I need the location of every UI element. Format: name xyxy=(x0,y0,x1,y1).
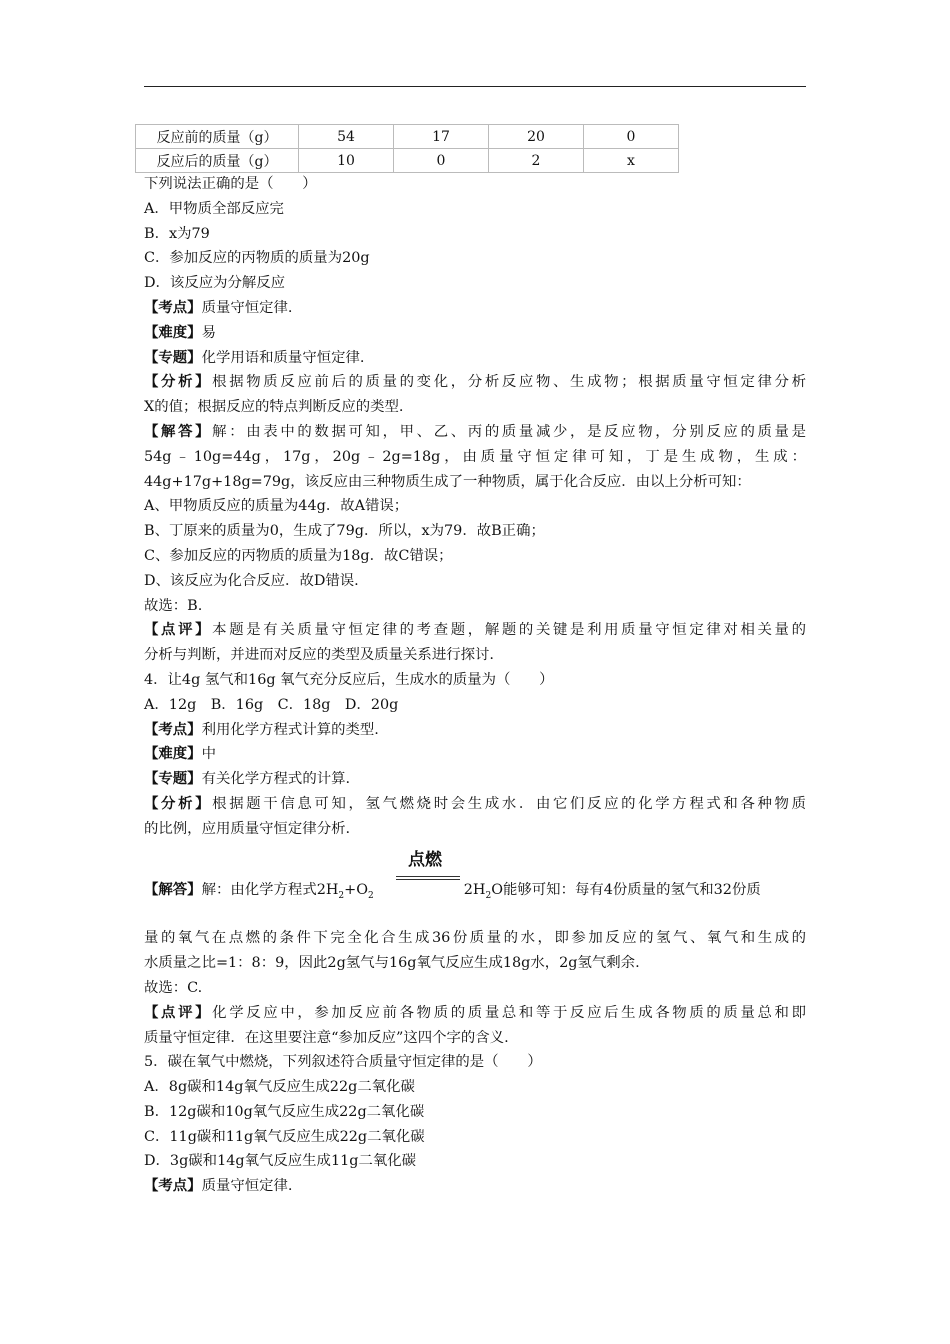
q4-zhuanti xyxy=(144,767,806,792)
equals-bar-top xyxy=(396,876,460,877)
q3-option-d: D．该反应为分解反应 xyxy=(144,275,286,292)
subscript: 2 xyxy=(485,890,492,901)
q4-kaodian xyxy=(144,718,806,743)
q4-jieda-line3: 水质量之比=1：8：9，因此2g氢气与16g氧气反应生成18g水，2g氢气剩余. xyxy=(144,955,640,972)
q3-stem: 下列说法正确的是（ ） xyxy=(144,176,317,192)
table-cell: 54 xyxy=(299,125,394,149)
q3-jieda-line4: A、甲物质反应的质量为44g．故A错误； xyxy=(144,498,409,515)
q4-options: A．12g B．16g C．18g D．20g xyxy=(144,696,399,713)
q3-jieda-line2: 54g﹣10g=44g，17g，20g﹣2g=18g，由质量守恒定律可知，丁是生成物，生成： xyxy=(144,448,806,465)
fenxi-text: 根据题干信息可知，氢气燃烧时会生成水．由它们反应的化学方程式和各种物质 xyxy=(212,795,806,812)
q3-dianping-line2: 分析与判断，并进而对反应的类型及质量关系进行探讨. xyxy=(144,647,494,664)
q3-fenxi-line2: X的值；根据反应的特点判断反应的类型. xyxy=(144,399,404,416)
subscript: 2 xyxy=(368,890,374,901)
q3-zhuanti xyxy=(144,346,806,371)
kaodian-tag: 【考点】 xyxy=(144,1177,202,1195)
q4-dianping-line1 xyxy=(144,1001,806,1026)
row-label: 反应后的质量（g） xyxy=(136,149,299,173)
q4-dianping-line2: 质量守恒定律．在这里要注意“参加反应”这四个字的含义. xyxy=(144,1029,509,1046)
equation-part: 2H xyxy=(463,881,486,898)
q4-choice: 故选：C. xyxy=(144,979,203,996)
q3-kaodian xyxy=(144,296,806,321)
q5-option-c: C．11g碳和11g氧气反应生成22g二氧化碳 xyxy=(144,1128,425,1145)
dianping-text: 化学反应中，参加反应前各物质的质量总和等于反应后生成各物质的质量总和即 xyxy=(212,1004,806,1021)
jieda-tag: 【解答】 xyxy=(144,880,202,898)
kaodian-text: 质量守恒定律. xyxy=(201,1178,293,1195)
q5-option-a: A．8g碳和14g氧气反应生成22g二氧化碳 xyxy=(144,1079,415,1096)
nandu-tag: 【难度】 xyxy=(144,745,202,763)
table-cell: 2 xyxy=(489,149,584,173)
q3-option-c: C．参加反应的丙物质的质量为20g xyxy=(144,250,370,267)
q3-jieda-line3: 44g+17g+18g=79g，该反应由三种物质生成了一种物质，属于化合反应．由以上分析可知： xyxy=(144,473,751,490)
q5-kaodian xyxy=(144,1174,806,1199)
jieda-text: 解：由表中的数据可知，甲、乙、丙的质量减少，是反应物，分别反应的质量是 xyxy=(212,423,806,440)
q3-nandu xyxy=(144,321,806,346)
row-label: 反应前的质量（g） xyxy=(136,125,299,149)
equation-part: +O xyxy=(344,881,369,898)
q3-fenxi-line1 xyxy=(144,370,806,395)
zhuanti-tag: 【专题】 xyxy=(144,770,202,788)
table-row xyxy=(136,149,679,173)
q4-jieda-line2: 量的氧气在点燃的条件下完全化合生成36份质量的水，即参加反应的氢气、氧气和生成的 xyxy=(144,930,806,947)
dianping-text: 本题是有关质量守恒定律的考查题，解题的关键是利用质量守恒定律对相关量的 xyxy=(212,622,806,639)
table-cell: 0 xyxy=(584,125,679,149)
zhuanti-tag: 【专题】 xyxy=(144,348,202,366)
q4-stem: 4．让4g 氢气和16g 氧气充分反应后，生成水的质量为（ ） xyxy=(144,671,554,688)
q4-fenxi-line1 xyxy=(144,792,806,817)
reaction-condition: 点燃 xyxy=(408,849,442,870)
table-cell: x xyxy=(584,149,679,173)
q4-fenxi-line2: 的比例，应用质量守恒定律分析. xyxy=(144,820,351,837)
kaodian-tag: 【考点】 xyxy=(144,298,202,316)
equation-part: 解：由化学方程式2H xyxy=(201,881,339,898)
zhuanti-text: 有关化学方程式的计算. xyxy=(201,771,351,788)
document-body xyxy=(144,172,806,1199)
q5-option-b: B．12g碳和10g氧气反应生成22g二氧化碳 xyxy=(144,1103,425,1120)
fenxi-text: 根据物质反应前后的质量的变化，分析反应物、生成物；根据质量守恒定律分析 xyxy=(212,374,806,391)
header-rule xyxy=(144,86,806,87)
fenxi-tag: 【分析】 xyxy=(144,794,213,812)
table-cell: 0 xyxy=(394,149,489,173)
q3-jieda-line6: C、参加反应的丙物质的质量为18g．故C错误； xyxy=(144,547,453,564)
zhuanti-text: 化学用语和质量守恒定律. xyxy=(201,349,365,366)
table-cell: 20 xyxy=(489,125,584,149)
table-row xyxy=(136,125,679,149)
q3-jieda-line7: D、该反应为化合反应．故D错误. xyxy=(144,572,359,589)
kaodian-tag: 【考点】 xyxy=(144,720,202,738)
jieda-tag: 【解答】 xyxy=(144,422,213,440)
nandu-text: 易 xyxy=(201,324,216,341)
mass-table xyxy=(135,124,679,173)
kaodian-text: 质量守恒定律. xyxy=(201,299,293,316)
equation-part: O能够可知：每有4份质量的氢气和32份质 xyxy=(491,881,761,898)
dianping-tag: 【点评】 xyxy=(144,1003,213,1021)
q5-option-d: D．3g碳和14g氧气反应生成11g二氧化碳 xyxy=(144,1153,417,1170)
jieda-equation xyxy=(144,878,806,909)
table-cell: 17 xyxy=(394,125,489,149)
q3-dianping-line1 xyxy=(144,618,806,643)
fenxi-tag: 【分析】 xyxy=(144,373,213,391)
subscript: 2 xyxy=(338,890,345,901)
q3-choice: 故选：B. xyxy=(144,597,203,614)
q4-nandu xyxy=(144,742,806,767)
kaodian-text: 利用化学方程式计算的类型. xyxy=(201,721,379,738)
q3-option-a: A．甲物质全部反应完 xyxy=(144,200,284,217)
equation-line xyxy=(144,849,806,903)
nandu-text: 中 xyxy=(201,746,216,763)
q3-option-b: B．x为79 xyxy=(144,225,210,242)
dianping-tag: 【点评】 xyxy=(144,621,213,639)
table-cell: 10 xyxy=(299,149,394,173)
q3-jieda-line1 xyxy=(144,420,806,445)
nandu-tag: 【难度】 xyxy=(144,323,202,341)
q3-jieda-line5: B、丁原来的质量为0，生成了79g．所以，x为79．故B正确； xyxy=(144,523,545,540)
q5-stem: 5．碳在氧气中燃烧，下列叙述符合质量守恒定律的是（ ） xyxy=(144,1054,542,1071)
